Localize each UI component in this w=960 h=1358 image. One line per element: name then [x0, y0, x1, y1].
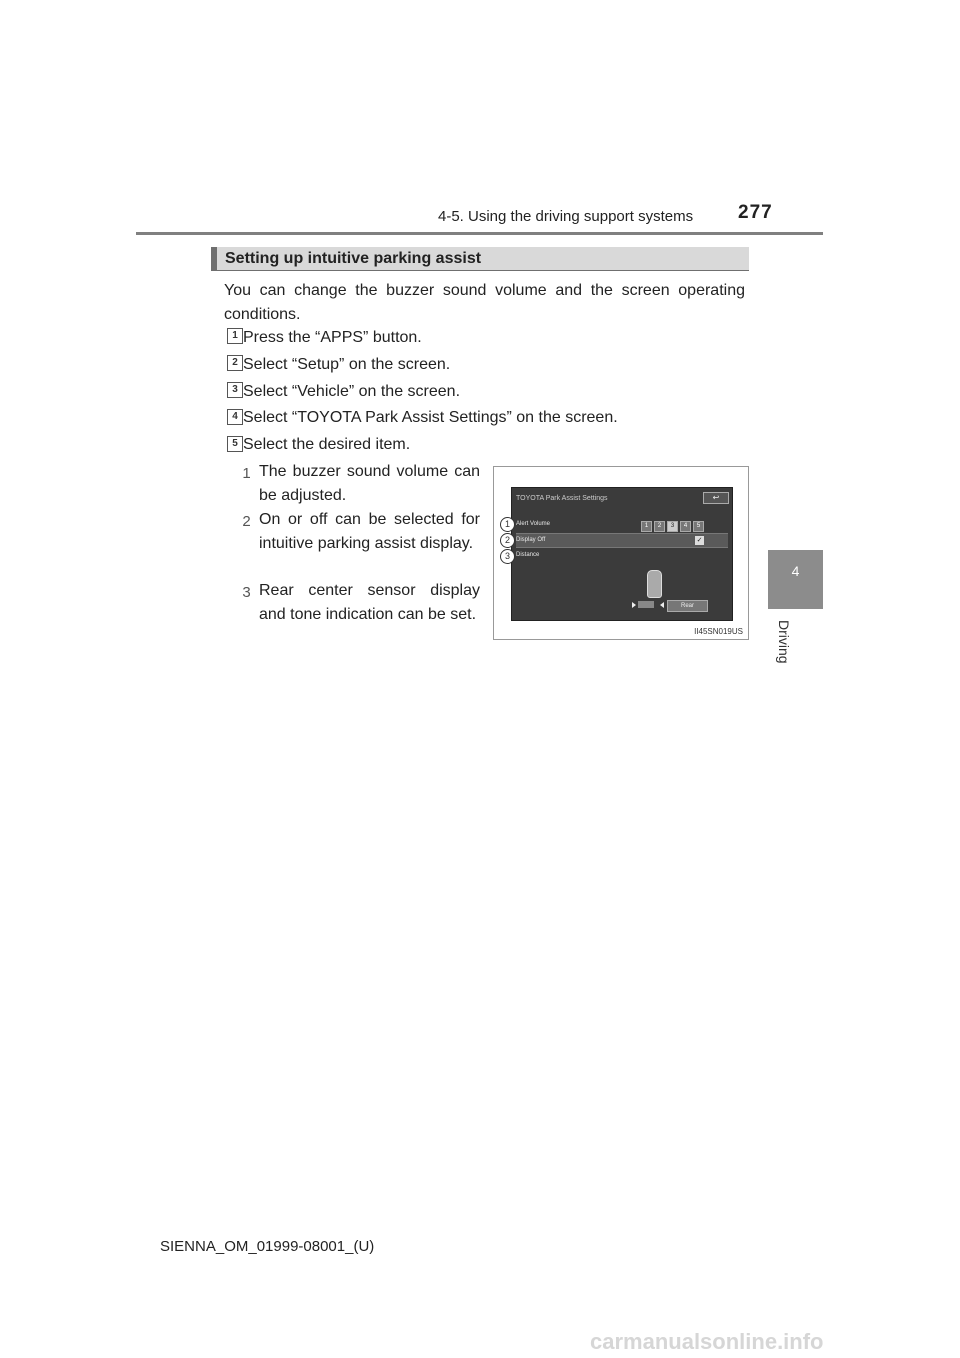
intro-paragraph: You can change the buzzer sound volume and the screen operating conditions.: [224, 282, 745, 323]
chapter-tab: [768, 550, 823, 609]
step-text: Select “Vehicle” on the screen.: [243, 383, 461, 400]
sub-item-text: Rear center sensor display and tone indication can be set.: [259, 582, 480, 623]
volume-level: 4: [680, 521, 691, 532]
volume-level-selected: 3: [667, 521, 678, 532]
page-number: 277: [738, 202, 773, 223]
rear-button: Rear: [667, 600, 708, 612]
back-icon: ↩: [703, 492, 729, 504]
sub-item-number: 1: [242, 465, 251, 482]
callout-marker: 2: [500, 533, 515, 548]
chapter-tab-number: 4: [791, 563, 800, 579]
volume-level: 5: [693, 521, 704, 532]
figure-code: II45SN019US: [694, 627, 743, 636]
checkbox-icon: ✓: [696, 537, 703, 544]
sub-item-number: 3: [242, 584, 251, 601]
volume-level-selector: [639, 520, 704, 533]
arrow-right-icon: [632, 602, 636, 608]
arrow-left-icon: [660, 602, 664, 608]
step-text: Select “Setup” on the screen.: [243, 356, 451, 373]
section-heading-text: Setting up intuitive parking assist: [225, 250, 482, 267]
sub-item-number: 2: [242, 513, 251, 530]
volume-level: 2: [654, 521, 665, 532]
screen-row-label: Alert Volume: [516, 521, 551, 527]
screen-row-label: Display Off: [516, 537, 546, 543]
step-text: Select “TOYOTA Park Assist Settings” on the screen.: [243, 409, 618, 426]
display-screen: [511, 487, 733, 621]
settings-screen-figure: [493, 466, 749, 640]
screen-row-distance: [516, 549, 728, 562]
step-number-box: 4: [227, 409, 243, 425]
step-number-box: 5: [227, 436, 243, 452]
screen-title: TOYOTA Park Assist Settings: [516, 495, 608, 502]
section-heading: [211, 247, 749, 271]
screen-row-display-off: [516, 533, 728, 548]
callout-marker: 3: [500, 549, 515, 564]
step-text: Press the “APPS” button.: [243, 329, 422, 346]
step-number-box: 1: [227, 328, 243, 344]
header-rule: [136, 232, 823, 235]
car-icon: [647, 570, 662, 598]
watermark: carmanualsonline.info: [590, 1329, 824, 1354]
header-section-title: 4-5. Using the driving support systems: [438, 208, 694, 225]
step-number-box: 3: [227, 382, 243, 398]
sub-item-text: The buzzer sound volume can be adjusted.: [259, 463, 480, 504]
chapter-tab-label: Driving: [776, 620, 792, 664]
step-text: Select the desired item.: [243, 436, 411, 453]
footer-document-id: SIENNA_OM_01999-08001_(U): [160, 1238, 375, 1255]
volume-level: 1: [641, 521, 652, 532]
screen-row-label: Distance: [516, 552, 540, 558]
step-number-box: 2: [227, 355, 243, 371]
sensor-bar-icon: [638, 601, 654, 608]
screen-row-alert-volume: [516, 518, 728, 531]
callout-marker: 1: [500, 517, 515, 532]
sub-item-text: On or off can be selected for intuitive parking assist display.: [259, 511, 480, 552]
